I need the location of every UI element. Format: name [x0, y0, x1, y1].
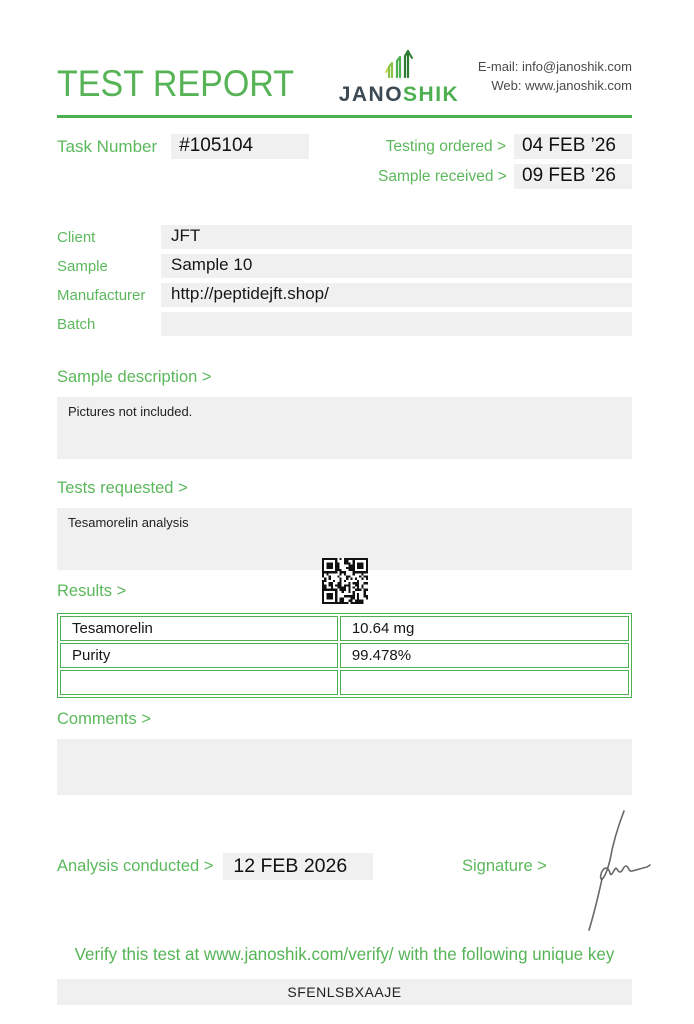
result-value: 10.64 mg	[340, 616, 629, 641]
qr-code-icon	[322, 558, 368, 604]
info-row-client	[57, 225, 632, 249]
sample-description-text: Pictures not included.	[68, 404, 193, 419]
comments-heading: Comments >	[57, 710, 151, 728]
sample-description-section	[57, 368, 632, 459]
client-value: JFT	[161, 225, 632, 249]
manufacturer-value: http://peptidejft.shop/	[161, 283, 632, 307]
analysis-conducted-date: 12 FEB 2026	[223, 853, 373, 880]
manufacturer-label: Manufacturer	[57, 286, 146, 304]
bar-chart-logo-icon	[378, 48, 420, 82]
email-value: info@janoshik.com	[521, 59, 632, 75]
sample-received-label: Sample received >	[378, 167, 507, 185]
results-row-purity	[60, 643, 629, 668]
comments-section	[57, 710, 632, 795]
analysis-signature-row	[57, 853, 632, 880]
results-heading: Results >	[57, 582, 127, 600]
batch-label: Batch	[57, 315, 96, 333]
web-label: Web:	[491, 78, 522, 94]
verify-text: Verify this test at www.janoshik.com/verify/ with the following unique key	[74, 944, 615, 964]
info-row-manufacturer	[57, 283, 632, 307]
comments-box	[57, 739, 632, 795]
results-row-empty	[60, 670, 629, 695]
analysis-conducted-label: Analysis conducted >	[57, 857, 214, 875]
task-section	[57, 134, 632, 189]
signature-label: Signature >	[462, 857, 547, 875]
results-table	[57, 613, 632, 698]
task-number-label: Task Number	[57, 136, 158, 156]
result-value	[340, 670, 629, 695]
janoshik-logo	[339, 48, 460, 105]
client-info-block	[57, 225, 632, 336]
dates-group	[378, 134, 632, 189]
tests-requested-section	[57, 479, 632, 570]
contact-info	[478, 58, 632, 96]
task-number-value: #105104	[171, 134, 309, 159]
info-row-sample	[57, 254, 632, 278]
sample-value: Sample 10	[161, 254, 632, 278]
client-label: Client	[57, 228, 96, 246]
signature-icon	[562, 805, 654, 933]
results-section	[57, 582, 632, 698]
header-divider	[57, 115, 632, 118]
info-row-batch	[57, 312, 632, 336]
logo-wordmark	[339, 84, 460, 105]
result-value: 99.478%	[340, 643, 629, 668]
unique-key-box	[57, 979, 632, 1005]
tests-requested-heading: Tests requested >	[57, 479, 188, 497]
tests-requested-text: Tesamorelin analysis	[68, 515, 189, 530]
sample-received-row	[378, 164, 632, 189]
logo-text-shik: SHIK	[403, 83, 460, 106]
sample-description-box	[57, 397, 632, 459]
testing-ordered-label: Testing ordered >	[385, 137, 506, 155]
sample-description-heading: Sample description >	[57, 368, 212, 386]
sample-received-value: 09 FEB ’26	[514, 164, 632, 189]
result-name	[60, 670, 338, 695]
results-row-tesamorelin	[60, 616, 629, 641]
testing-ordered-row	[378, 134, 632, 159]
result-name: Tesamorelin	[60, 616, 338, 641]
logo-text-jano: JANO	[338, 83, 404, 106]
unique-key-value: SFENLSBXAAJE	[287, 984, 402, 1000]
verify-footer	[57, 944, 632, 1005]
page-title: TEST REPORT	[57, 63, 295, 104]
batch-value	[161, 312, 632, 336]
email-label: E-mail:	[477, 59, 519, 75]
testing-ordered-value: 04 FEB ’26	[514, 134, 632, 159]
sample-label: Sample	[57, 257, 108, 275]
contact-web-line	[478, 77, 632, 96]
report-header	[57, 0, 632, 106]
result-name: Purity	[60, 643, 338, 668]
task-number-group	[57, 134, 309, 159]
contact-email-line	[478, 58, 632, 77]
report-content	[57, 0, 632, 1005]
web-value: www.janoshik.com	[525, 78, 632, 94]
